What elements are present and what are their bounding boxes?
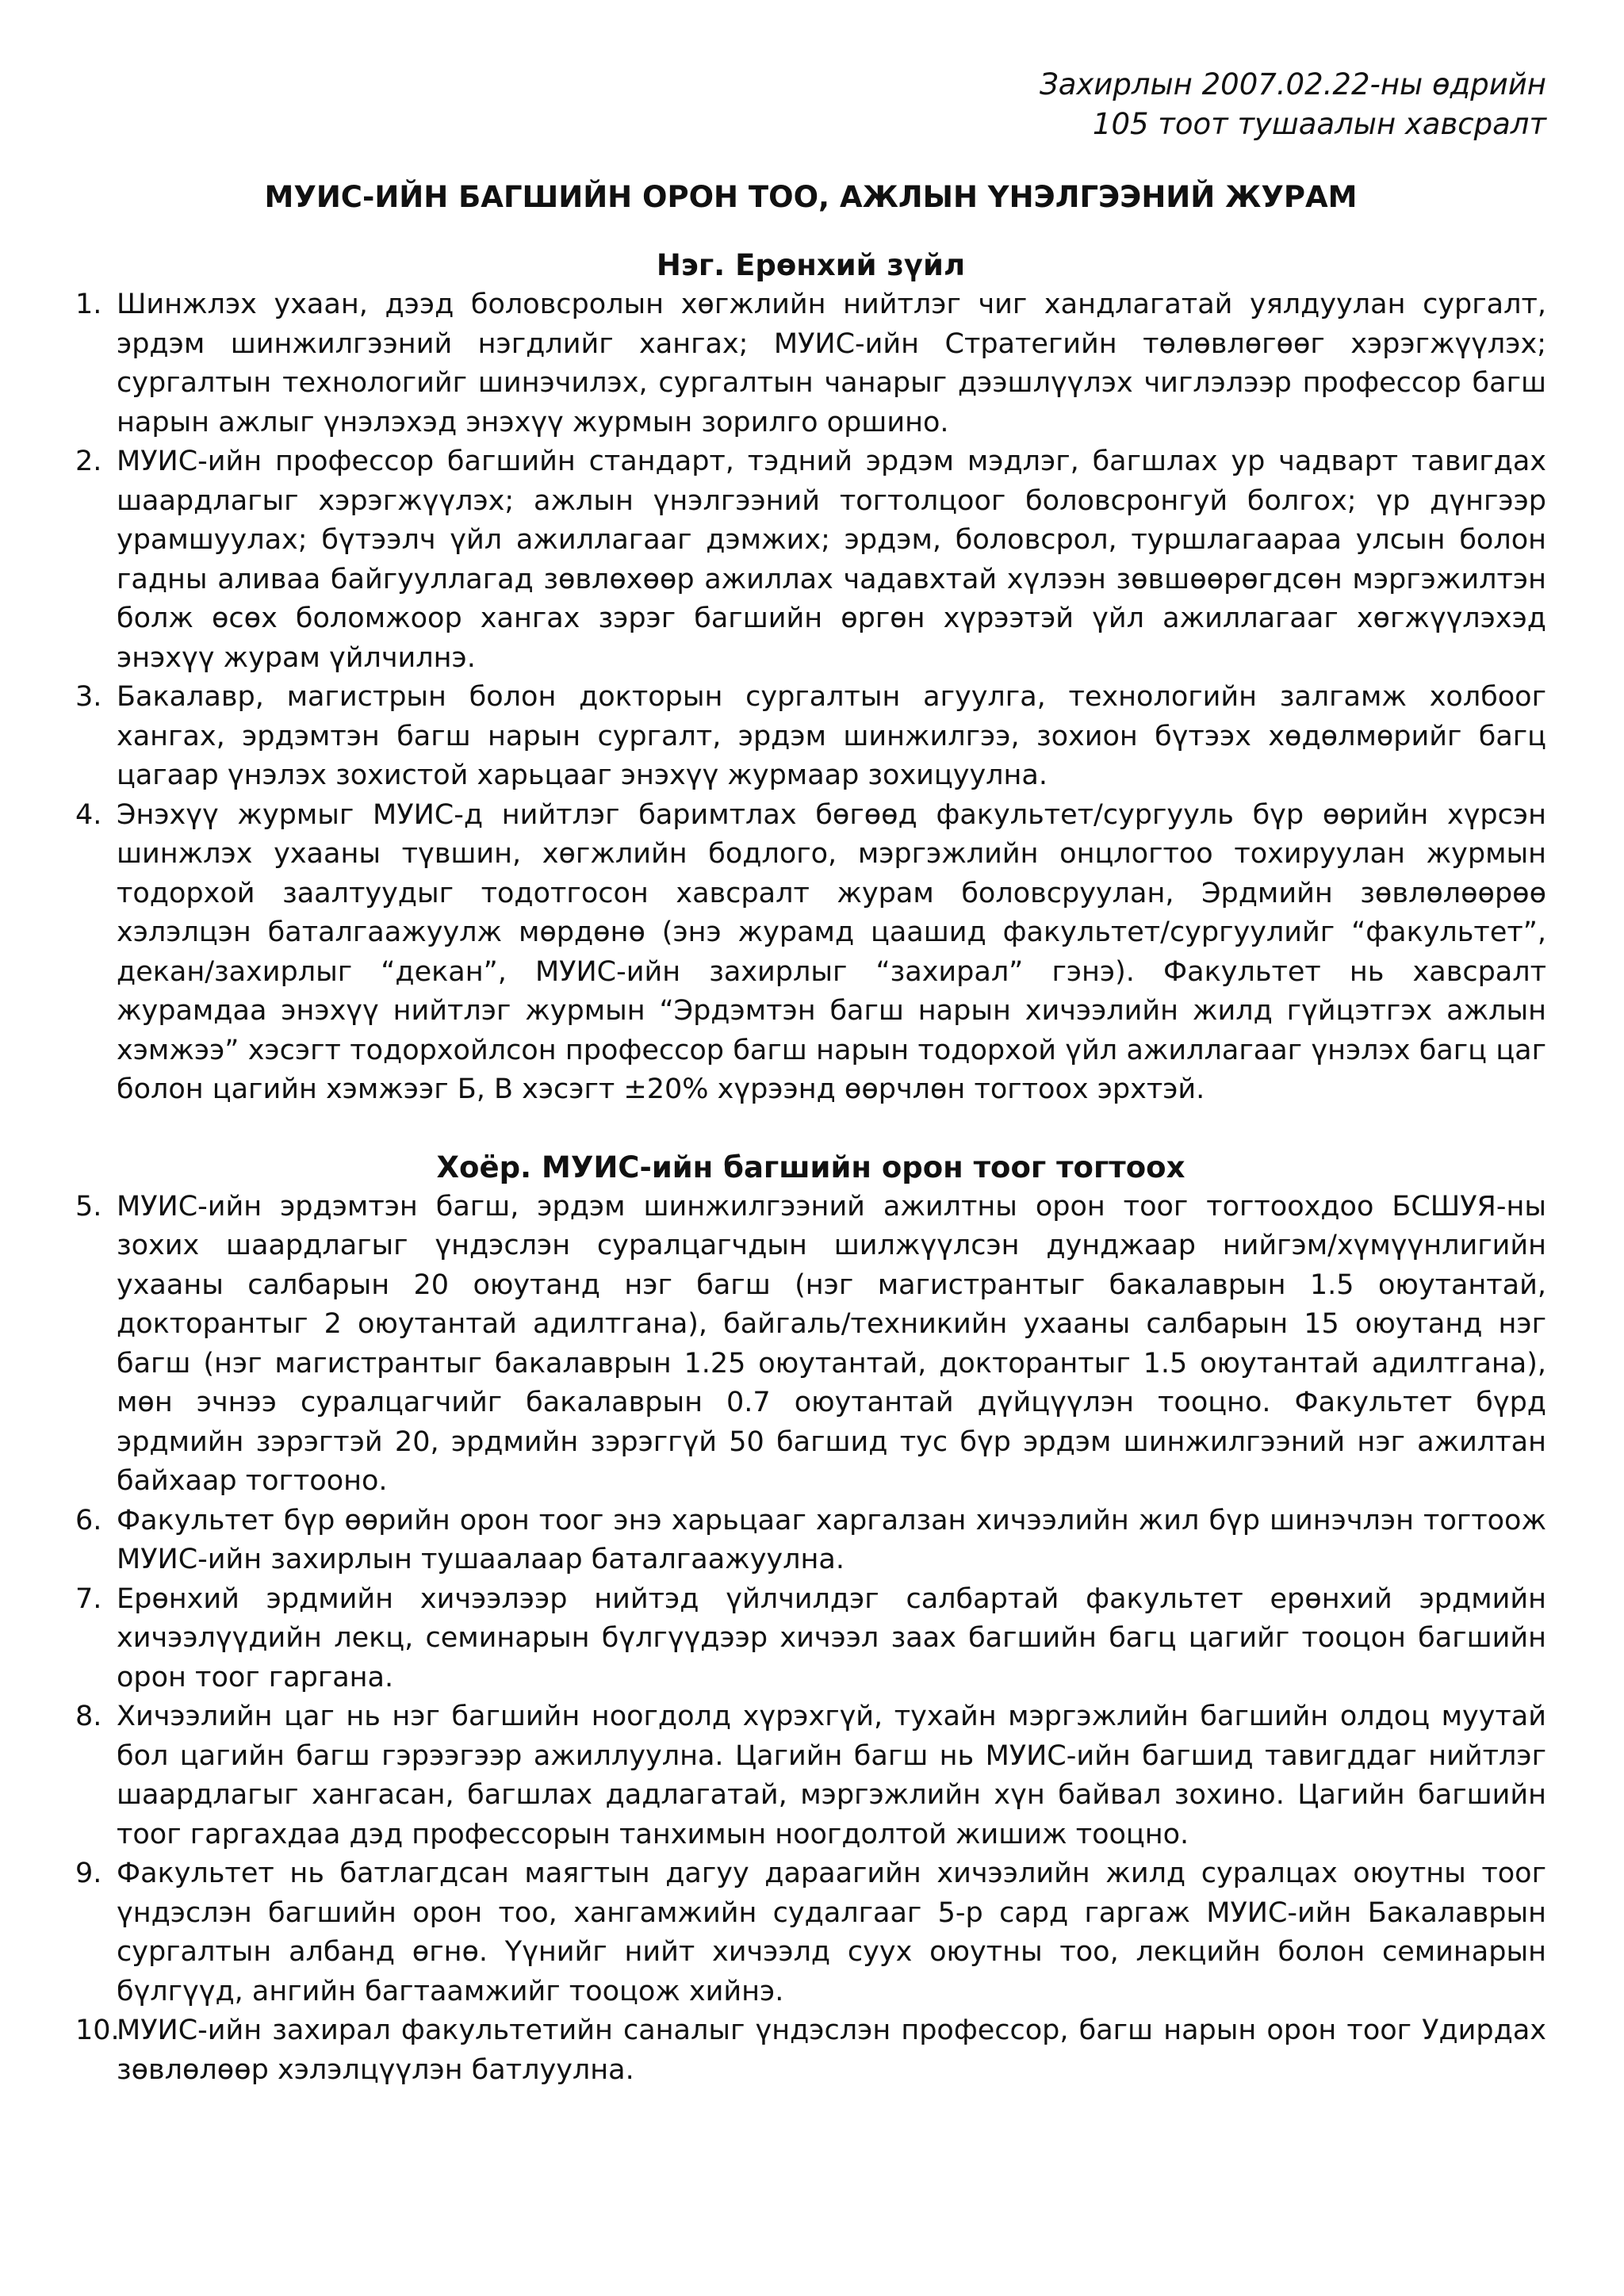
item-text: Факультет нь батлагдсан маягтын дагуу дараагийн хичээлийн жилд суралцах оюутны тоог үндэслэн багшийн орон тоо, хангамжийн судалгааг 5-р сард гаргаж МУИС-ийн Бакалаврын сургалтын албанд өгнө. Үүнийг нийт хичээлд суух оюутны тоо, лекцийн болон семинарын бүлгүүд, ангийн багтаамжийг тооцож хийнэ. [117, 1858, 1546, 2007]
item-number: 1. [75, 289, 102, 320]
item-number: 4. [75, 798, 102, 831]
item-text: Ерөнхий эрдмийн хичээлээр нийтэд үйлчилдэг салбартай факультет ерөнхий эрдмийн хичээлүүдийн лекц, семинарын бүлгүүдээр хичээл заах багшийн багц цагийг тооцон багшийн орон тоог гаргана. [117, 1582, 1546, 1693]
document-title: МУИС-ИЙН БАГШИЙН ОРОН ТОО, АЖЛЫН ҮНЭЛГЭЭНИЙ ЖУРАМ [264, 180, 1358, 214]
list-item [75, 1188, 1546, 1502]
document-page [75, 65, 1546, 2090]
item-number: 3. [75, 681, 102, 713]
item-number: 10. [75, 2015, 120, 2046]
annex-line-2: 105 тоот тушаалын хавсралт [1092, 107, 1546, 141]
item-number: 6. [75, 1504, 102, 1536]
item-number: 8. [75, 1701, 102, 1732]
section-heading-1: Нэг. Ерөнхий зүйл [656, 248, 966, 282]
annex-line-1: Захирлын 2007.02.22-ны өдрийн [1040, 67, 1546, 101]
section-heading-2: Хоёр. МУИС-ийн багшийн орон тоог тогтоох [436, 1150, 1185, 1184]
item-text: МУИС-ийн эрдэмтэн багш, эрдэм шинжилгээний ажилтны орон тоог тогтоохдоо БСШУЯ-ны зохих шаардлагыг үндэслэн суралцагчдын шилжүүлсэн дунджаар нийгэм/хүмүүнлигийн ухааны салбарын 20 оюутанд нэг багш (нэг магистрантыг бакалаврын 1.5 оюутантай, докторантыг 2 оюутантай адилтгана), байгаль/техникийн ухааны салбарын 15 оюутанд нэг багш (нэг магистрантыг бакалаврын 1.25 оюутантай, докторантыг 1.5 оюутантай адилтгана), мөн эчнээ суралцагчийг бакалаврын 0.7 оюутантай дүйцүүлэн тооцно. Факультет бүрд эрдмийн зэрэгтэй 20, эрдмийн зэрэггүй 50 багшид тус бүр эрдэм шинжилгээний нэг ажилтан байхаар тогтооно. [117, 1190, 1546, 1497]
annex-note [75, 65, 1546, 144]
list-item [75, 1854, 1546, 2011]
item-text: Хичээлийн цаг нь нэг багшийн ноогдолд хүрэхгүй, тухайн мэргэжлийн багшийн олдоц муутай бол цагийн багш гэрээгээр ажиллуулна. Цагийн багш нь МУИС-ийн багшид тавигддаг нийтлэг шаардлагыг хангасан, багшлах дадлагатай, мэргэжлийн хүн байвал зохино. Цагийн багшийн тоог гаргахдаа дэд профессорын танхимын ноогдолтой жишиж тооцно. [117, 1701, 1546, 1850]
list-item [75, 1697, 1546, 1854]
item-number: 7. [75, 1582, 102, 1615]
list-item [75, 442, 1546, 678]
item-text: Бакалавр, магистрын болон докторын сургалтын агуулга, технологийн залгамж холбоог хангах, эрдэмтэн багш нарын сургалт, эрдэм шинжилгээ, зохион бүтээх хөдөлмөрийг багц цагаар үнэлэх зохистой харьцааг энэхүү журмаар зохицуулна. [117, 681, 1546, 791]
item-text: Шинжлэх ухаан, дээд боловсролын хөгжлийн нийтлэг чиг хандлагатай уялдуулан сургалт, эрдэм шинжилгээний нэгдлийг хангах; МУИС-ийн Стратегийн төлөвлөгөөг хэрэгжүүлэх; сургалтын технологийг шинэчилэх, сургалтын чанарыг дээшлүүлэх чиглэлээр профессор багш нарын ажлыг үнэлэхэд энэхүү журмын зорилго оршино. [117, 289, 1546, 438]
item-text: Энэхүү журмыг МУИС-д нийтлэг баримтлах бөгөөд факультет/сургууль бүр өөрийн хүрсэн шинжлэх ухааны түвшин, хөгжлийн бодлого, мэргэжлийн онцлогтоо тохируулан журмын тодорхой заалтуудыг тодотгосон хавсралт журам боловсруулан, Эрдмийн зөвлөлөөрөө хэлэлцэн баталгаажуулж мөрдөнө (энэ журамд цаашид факультет/сургуулийг “факультет”, декан/захирлыг “декан”, МУИС-ийн захирлыг “захирал” гэнэ). Факультет нь хавсралт журамдаа энэхүү нийтлэг журмын “Эрдэмтэн багш нарын хичээлийн жилд гүйцэтгэх ажлын хэмжээ” хэсэгт тодорхойлсон профессор багш нарын тодорхой үйл ажиллагааг үнэлэх багц цаг болон цагийн хэмжээг Б, В хэсэгт ±20% хүрээнд өөрчлөн тогтоох эрхтэй. [117, 798, 1546, 1105]
item-number: 2. [75, 446, 102, 477]
item-text: МУИС-ийн профессор багшийн стандарт, тэдний эрдэм мэдлэг, багшлах ур чадварт тавигдах шаардлагыг хэрэгжүүлэх; ажлын үнэлгээний тогтолцоог боловсронгуй болгох; үр дүнгээр урамшуулах; бүтээлч үйл ажиллагааг дэмжих; эрдэм, боловсрол, туршлагаараа улсын болон гадны аливаа байгууллагад зөвлөхөөр ажиллах чадавхтай хүлээн зөвшөөрөгдсөн мэргэжилтэн болж өсөх боломжоор хангах зэрэг багшийн өргөн хүрээтэй үйл ажиллагааг хөгжүүлэхэд энэхүү журам үйлчилнэ. [117, 446, 1546, 674]
item-text: Факультет бүр өөрийн орон тоог энэ харьцааг харгалзан хичээлийн жил бүр шинэчлэн тогтоож МУИС-ийн захирлын тушаалаар баталгаажуулна. [117, 1504, 1546, 1575]
list-item [75, 796, 1546, 1110]
item-number: 5. [75, 1190, 102, 1223]
list-item [75, 1580, 1546, 1698]
item-number: 9. [75, 1858, 102, 1889]
section-2-list [75, 1188, 1546, 2091]
list-item [75, 1502, 1546, 1580]
list-item [75, 2011, 1546, 2090]
section-1-list [75, 285, 1546, 1110]
list-item [75, 285, 1546, 442]
list-item [75, 678, 1546, 796]
item-text: МУИС-ийн захирал факультетийн саналыг үндэслэн профессор, багш нарын орон тоог Удирдах зөвлөлөөр хэлэлцүүлэн батлуулна. [117, 2015, 1546, 2086]
